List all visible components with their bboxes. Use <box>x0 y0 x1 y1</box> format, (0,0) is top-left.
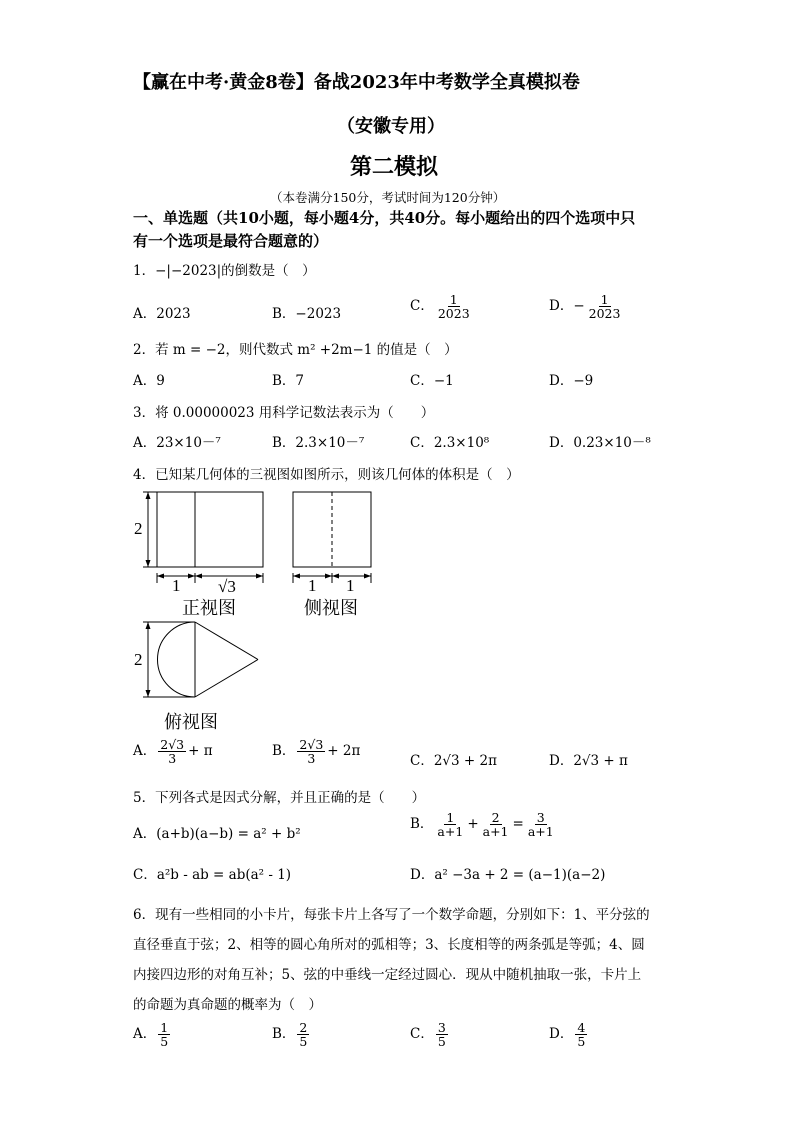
question-2-stem: 2．若 m = −2，则代数式 m² +2m−1 的值是（ ） <box>133 342 458 358</box>
page-title: 【赢在中考·黄金8卷】备战2023年中考数学全真模拟卷 <box>133 72 580 93</box>
question-4-option-b[interactable]: B． $\frac{2√3}{3}$ + 2π <box>272 737 361 767</box>
question-2-option-d[interactable]: D．−9 <box>549 373 594 389</box>
section-heading: 一、单选题（共10小题，每小题4分，共40分。每小题给出的四个选项中只 <box>133 209 636 227</box>
question-6-option-a[interactable]: A． $\frac{1}{5}$ <box>133 1020 169 1050</box>
side-view <box>293 492 371 583</box>
question-5-option-b[interactable]: B． $\frac{1}{a+1}$ + $\frac{2}{a+1}$ = $\frac{3}{a+1}$ <box>410 810 554 840</box>
question-3-option-d[interactable]: D．0.23×10－⁸ <box>549 435 651 451</box>
top-view <box>143 622 258 697</box>
question-5-option-a[interactable]: A．(a+b)(a−b) = a² + b² <box>133 826 301 842</box>
question-5-option-c[interactable]: C．a²b - ab = ab(a² - 1) <box>133 867 292 883</box>
front-width-label-1: 1 <box>172 576 181 595</box>
question-1-option-d[interactable]: D．− $\frac{1}{2023}$ <box>549 292 621 322</box>
question-2-option-c[interactable]: C．−1 <box>410 373 454 389</box>
question-5-option-d[interactable]: D．a² −3a + 2 = (a−1)(a−2) <box>410 867 606 883</box>
question-4-option-a[interactable]: A． $\frac{2√3}{3}$ + π <box>133 737 213 767</box>
question-6-stem-line1: 6．现有一些相同的小卡片，每张卡片上各写了一个数学命题，分别如下：1、平分弦的 <box>133 907 650 923</box>
question-6-stem-line4: 的命题为真命题的概率为（ ） <box>133 997 322 1013</box>
front-view-label: 正视图 <box>182 598 236 618</box>
question-6-stem-line2: 直径垂直于弦；2、相等的圆心角所对的弧相等；3、长度相等的两条弧是等弧；4、圆 <box>133 937 645 953</box>
section-heading-cont: 有一个选项是最符合题意的） <box>133 232 329 250</box>
question-2-option-a[interactable]: A．9 <box>133 373 165 389</box>
question-6-option-d[interactable]: D． $\frac{4}{5}$ <box>549 1020 586 1050</box>
front-view <box>143 492 263 583</box>
side-width-label-2: 1 <box>346 576 355 595</box>
exam-note: （本卷满分150分，考试时间为120分钟） <box>270 190 506 205</box>
question-4-option-d[interactable]: D．2√3 + π <box>549 753 628 769</box>
page-subtitle: （安徽专用） <box>337 116 445 137</box>
three-view-figure <box>130 485 390 745</box>
question-1-option-b[interactable]: B．−2023 <box>272 306 342 322</box>
question-3-option-a[interactable]: A．23×10－⁷ <box>133 435 221 451</box>
question-3-option-b[interactable]: B．2.3×10－⁷ <box>272 435 365 451</box>
question-2-option-b[interactable]: B．7 <box>272 373 305 389</box>
question-6-option-c[interactable]: C． $\frac{3}{5}$ <box>410 1020 446 1050</box>
side-view-label: 侧视图 <box>304 598 358 618</box>
question-5-stem: 5．下列各式是因式分解，并且正确的是（ ） <box>133 790 426 806</box>
front-width-label-sqrt3: √3 <box>218 577 236 596</box>
question-1-option-c[interactable]: C． $\frac{1}{2023}$ <box>410 292 470 322</box>
question-1-option-a[interactable]: A．2023 <box>133 306 191 322</box>
exam-name: 第二模拟 <box>350 154 439 180</box>
question-6-stem-line3: 内接四边形的对角互补；5、弦的中垂线一定经过圆心．现从中随机抽取一张，卡片上 <box>133 967 642 983</box>
question-1-stem: 1．−|−2023|的倒数是（ ） <box>133 263 316 279</box>
side-width-label-1: 1 <box>308 576 317 595</box>
question-3-stem: 3．将 0.00000023 用科学记数法表示为（ ） <box>133 405 435 421</box>
question-3-option-c[interactable]: C．2.3×10⁸ <box>410 435 490 451</box>
top-height-label: 2 <box>134 650 143 669</box>
question-6-option-b[interactable]: B． $\frac{2}{5}$ <box>272 1020 308 1050</box>
question-4-option-c[interactable]: C．2√3 + 2π <box>410 753 497 769</box>
top-view-label: 俯视图 <box>164 712 218 732</box>
question-4-stem: 4．已知某几何体的三视图如图所示，则该几何体的体积是（ ） <box>133 467 520 483</box>
front-height-label: 2 <box>134 519 143 538</box>
